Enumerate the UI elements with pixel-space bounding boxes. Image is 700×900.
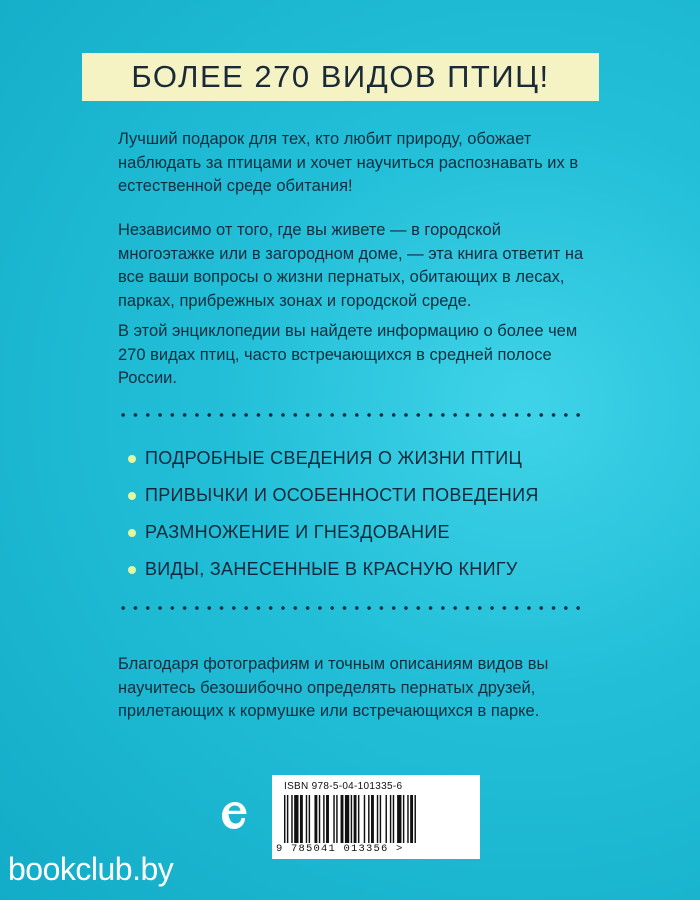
- eksmo-e-logo-icon: [218, 798, 252, 832]
- feature-label: ПРИВЫЧКИ И ОСОБЕННОСТИ ПОВЕДЕНИЯ: [145, 485, 539, 505]
- encyclopedia-paragraph: В этой энциклопедии вы найдете информацию о более чем 270 видах птиц, часто встречающихся в средней полосе России.: [118, 322, 578, 387]
- feature-list: [128, 440, 539, 588]
- feature-label: ПОДРОБНЫЕ СВЕДЕНИЯ О ЖИЗНИ ПТИЦ: [145, 448, 523, 468]
- dotted-divider-bottom: [117, 605, 587, 611]
- feature-item: [128, 514, 539, 551]
- barcode-digits: 9 785041 013356 >: [276, 843, 404, 855]
- title-banner: [82, 53, 599, 101]
- closing-paragraph: Благодаря фотографиям и точным описаниям видов вы научитесь безошибочно определять пернатых друзей, прилетающих к кормушке или встречающихся в парке.: [118, 655, 549, 720]
- barcode: [272, 775, 480, 859]
- watermark: bookclub.by: [8, 851, 174, 887]
- description-paragraph: Независимо от того, где вы живете — в городской многоэтажке или в загородном доме, — эта книга ответит на все ваши вопросы о жизни пернатых, обитающих в лесах, парках, прибрежных зонах и городской среде.: [118, 221, 584, 310]
- bullet-dot-icon: [128, 529, 136, 537]
- bullet-dot-icon: [128, 566, 136, 574]
- bullet-dot-icon: [128, 455, 136, 463]
- banner-title: БОЛЕЕ 270 ВИДОВ ПТИЦ!: [131, 59, 550, 94]
- feature-item: [128, 551, 539, 588]
- barcode-bars: [284, 795, 470, 843]
- feature-label: РАЗМНОЖЕНИЕ И ГНЕЗДОВАНИЕ: [145, 522, 450, 542]
- isbn-label: ISBN 978-5-04-101335-6: [284, 781, 403, 792]
- feature-item: [128, 477, 539, 514]
- dotted-divider-top: [117, 412, 587, 418]
- feature-label: ВИДЫ, ЗАНЕСЕННЫЕ В КРАСНУЮ КНИГУ: [145, 559, 518, 579]
- intro-paragraph: Лучший подарок для тех, кто любит природу, обожает наблюдать за птицами и хочет научиться распознавать их в естественной среде обитания!: [118, 130, 579, 195]
- feature-item: [128, 440, 539, 477]
- bullet-dot-icon: [128, 492, 136, 500]
